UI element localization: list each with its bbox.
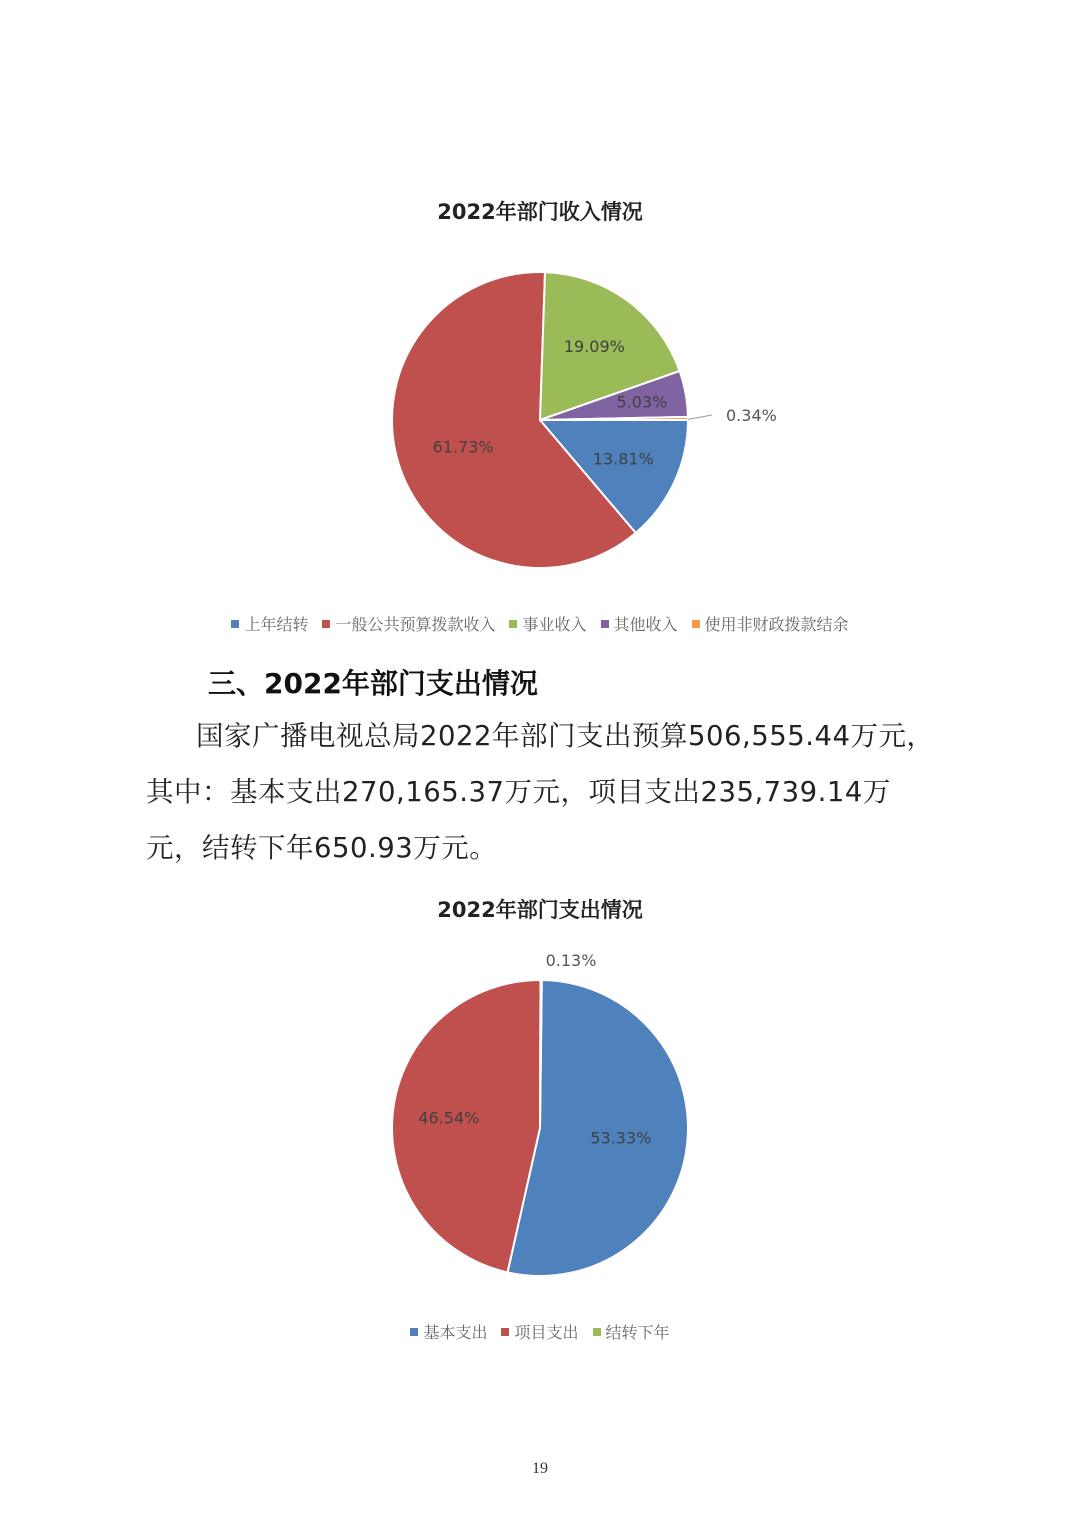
income-leader-line-4 bbox=[688, 415, 712, 419]
income-slice-label-4: 0.34% bbox=[726, 406, 777, 425]
income-pie-chart bbox=[0, 250, 1080, 590]
expenditure-legend-item-1 bbox=[501, 1320, 578, 1343]
income-legend-item-2 bbox=[509, 612, 586, 635]
income-slice-label-1: 61.73% bbox=[432, 437, 494, 457]
income-legend-label-3: 其他收入 bbox=[613, 615, 678, 634]
expenditure-legend-label-0: 基本支出 bbox=[423, 1323, 488, 1342]
income-legend-item-0 bbox=[231, 612, 308, 635]
expenditure-legend-swatch-1 bbox=[501, 1328, 509, 1336]
income-chart-legend bbox=[0, 612, 1080, 635]
expenditure-legend-item-0 bbox=[410, 1320, 487, 1343]
income-legend-label-4: 使用非财政拨款结余 bbox=[704, 615, 849, 634]
income-legend-item-4 bbox=[692, 612, 849, 635]
expenditure-legend-swatch-0 bbox=[410, 1328, 418, 1336]
section-heading: 三、2022年部门支出情况 bbox=[208, 667, 538, 700]
expenditure-slice-label-1: 46.54% bbox=[418, 1108, 480, 1128]
expenditure-legend-label-1: 项目支出 bbox=[514, 1323, 579, 1342]
income-slice-label-3: 5.03% bbox=[616, 392, 668, 412]
income-legend-label-2: 事业收入 bbox=[522, 615, 587, 634]
income-legend-swatch-3 bbox=[601, 620, 609, 628]
expenditure-chart-title: 2022年部门支出情况 bbox=[437, 898, 643, 922]
income-legend-swatch-2 bbox=[509, 620, 517, 628]
income-slice-label-2: 19.09% bbox=[563, 337, 625, 357]
expenditure-legend-label-2: 结转下年 bbox=[605, 1323, 670, 1342]
expenditure-slice-label-0: 53.33% bbox=[590, 1128, 652, 1148]
income-legend-label-1: 一般公共预算拨款收入 bbox=[335, 615, 496, 634]
expenditure-legend-item-2 bbox=[593, 1320, 670, 1343]
income-chart-title: 2022年部门收入情况 bbox=[437, 200, 643, 224]
expenditure-legend-swatch-2 bbox=[593, 1328, 601, 1336]
income-legend-item-3 bbox=[601, 612, 678, 635]
income-legend-item-1 bbox=[322, 612, 495, 635]
income-slice-label-0: 13.81% bbox=[592, 449, 654, 469]
expenditure-paragraph: 国家广播电视总局2022年部门支出预算506,555.44万元，其中：基本支出270,165.37万元，项目支出235,739.14万元，结转下年650.93万元。 bbox=[146, 720, 935, 864]
expenditure-slice-label-2: 0.13% bbox=[545, 951, 597, 970]
expenditure-pie-chart bbox=[0, 940, 1080, 1300]
income-legend-swatch-4 bbox=[692, 620, 700, 628]
income-legend-label-0: 上年结转 bbox=[244, 615, 309, 634]
expenditure-chart-legend bbox=[0, 1320, 1080, 1343]
income-legend-swatch-1 bbox=[322, 620, 330, 628]
page-number: 19 bbox=[532, 1460, 548, 1477]
income-legend-swatch-0 bbox=[231, 620, 239, 628]
